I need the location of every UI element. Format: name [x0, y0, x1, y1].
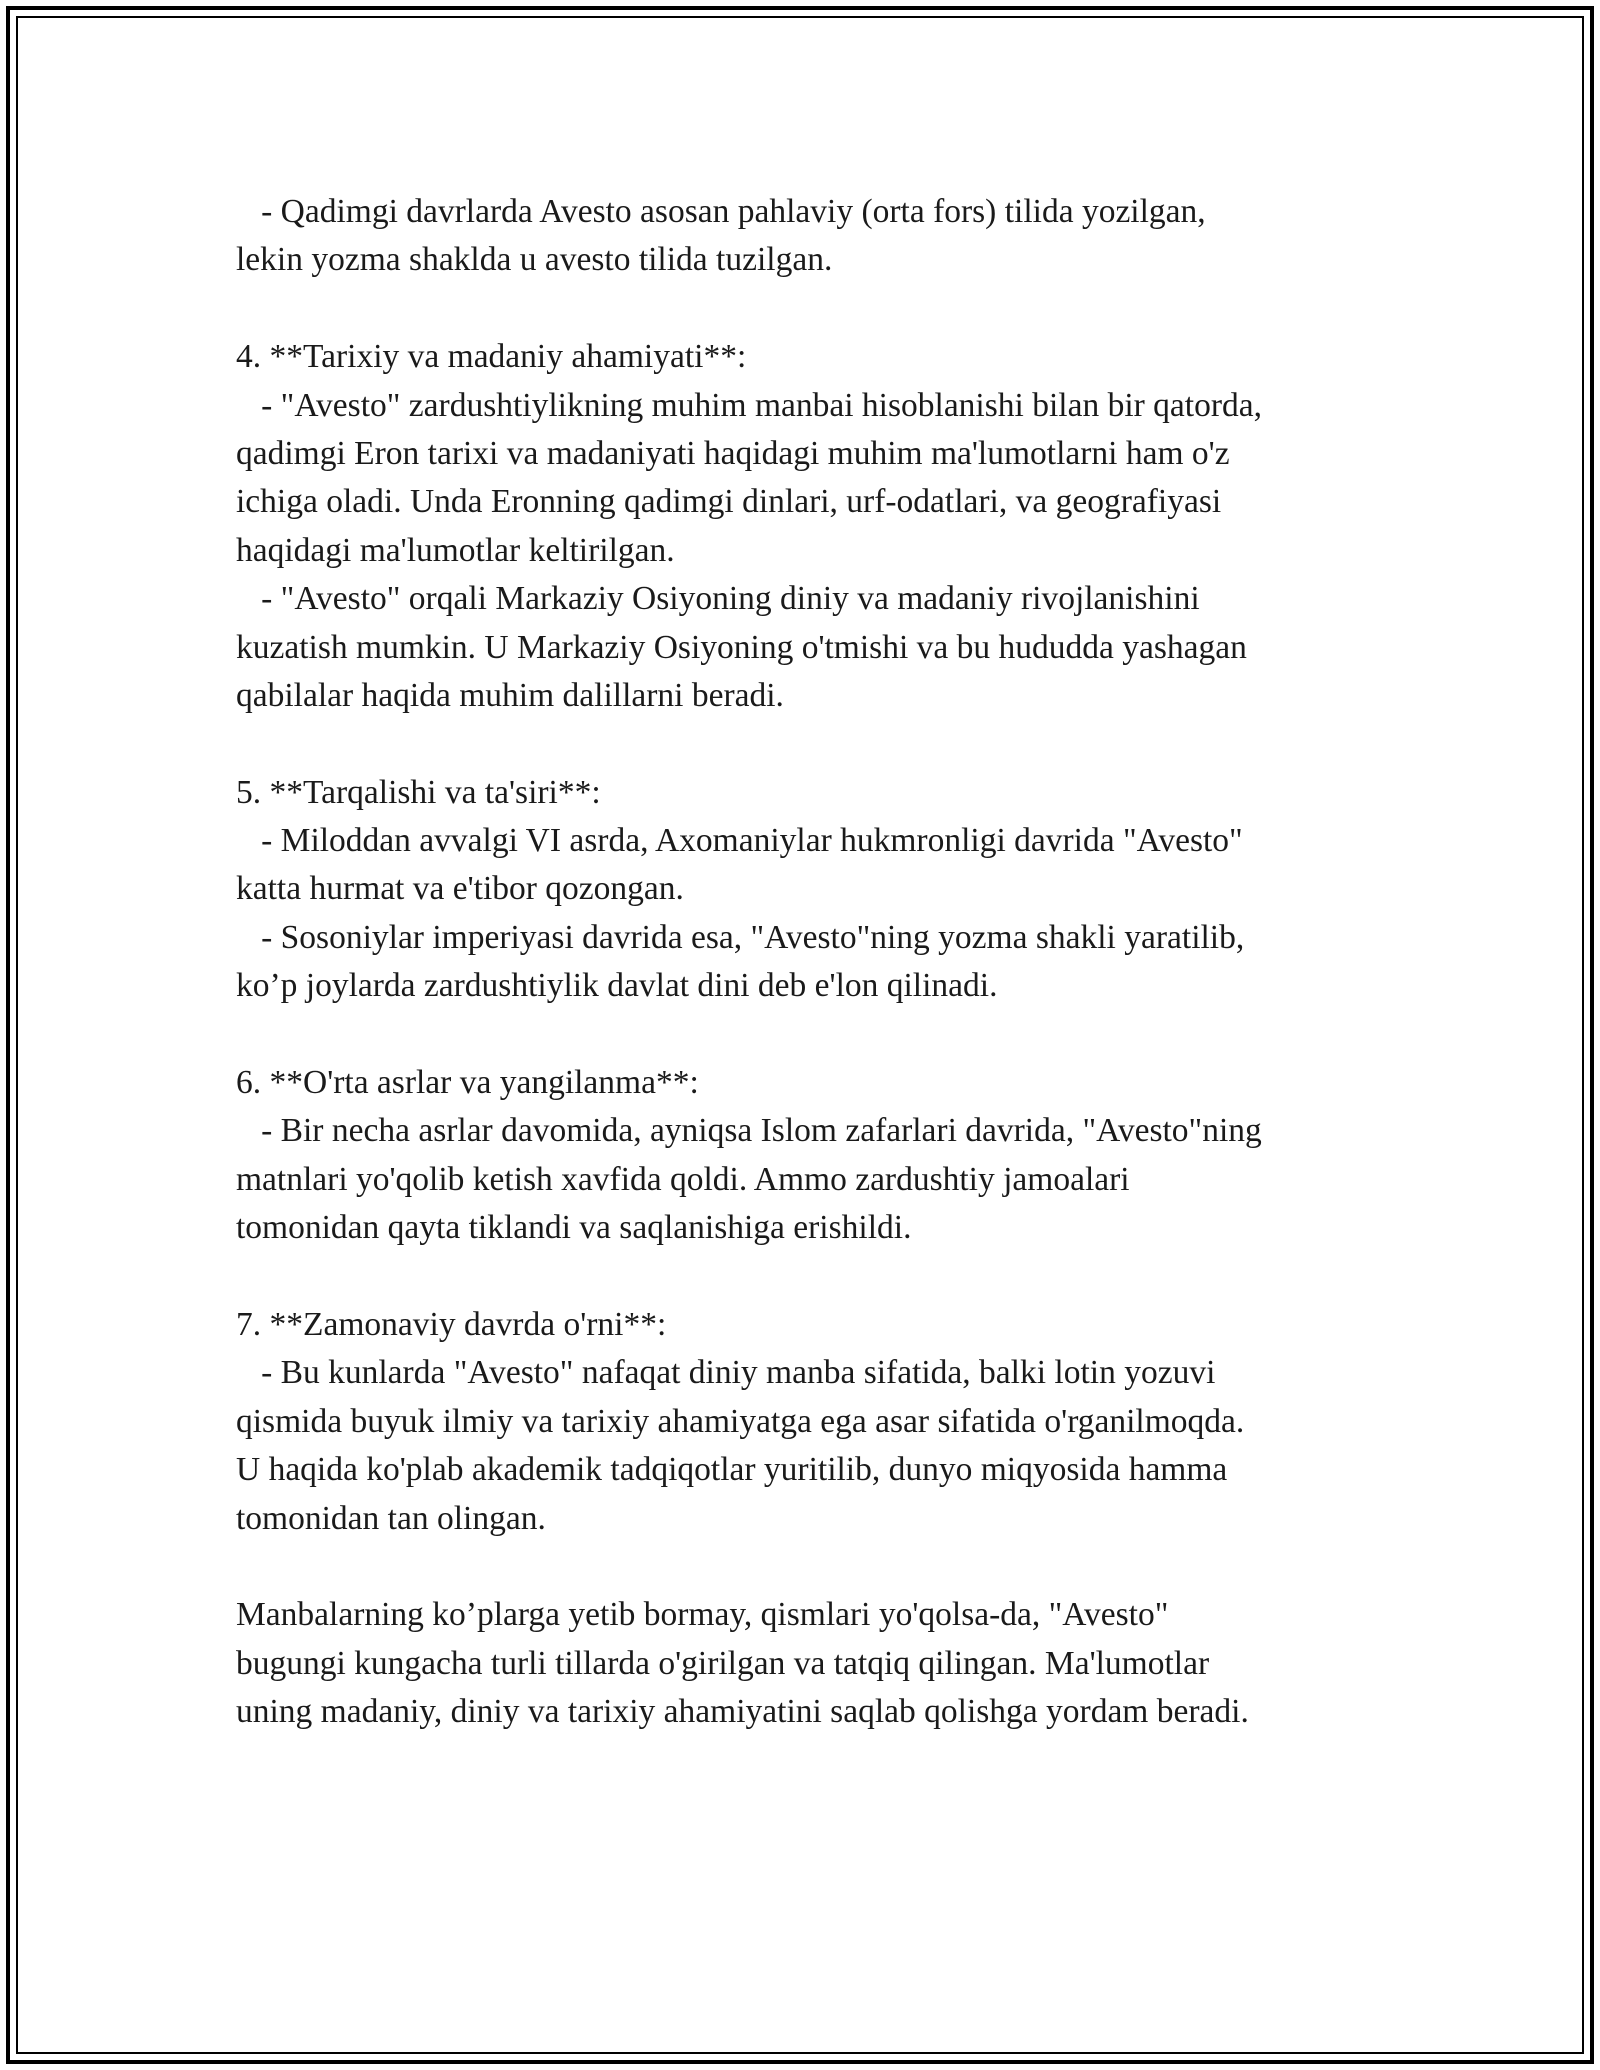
paragraph-spacer [236, 720, 1396, 768]
text-line: lekin yozma shaklda u avesto tilida tuzilgan. [236, 241, 833, 279]
text-line: U haqida ko'plab akademik tadqiqotlar yuritilib, dunyo miqyosida hamma [236, 1451, 1228, 1489]
text-line: matnlari yo'qolib ketish xavfida qoldi. Ammo zardushtiy jamoalari [236, 1160, 1130, 1198]
text-line: - "Avesto" zardushtiylikning muhim manbai hisoblanishi bilan bir qatorda, [236, 386, 1262, 424]
text-line: ko’p joylarda zardushtiylik davlat dini deb e'lon qilinadi. [236, 967, 998, 1005]
text-line: haqidagi ma'lumotlar keltirilgan. [236, 531, 675, 569]
text-line: qismida buyuk ilmiy va tarixiy ahamiyatga ega asar sifatida o'rganilmoqda. [236, 1402, 1245, 1440]
section-5 [236, 769, 1396, 1011]
section-7 [236, 1301, 1396, 1543]
section-4 [236, 333, 1396, 720]
text-line: - Sosoniylar imperiyasi davrida esa, "Avesto"ning yozma shakli yaratilib, [236, 918, 1245, 956]
text-line: qabilalar haqida muhim dalillarni beradi. [236, 676, 784, 714]
text-line: kuzatish mumkin. U Markaziy Osiyoning o'tmishi va bu hududda yashagan [236, 628, 1247, 666]
text-line: 4. **Tarixiy va madaniy ahamiyati**: [236, 338, 747, 376]
text-line: katta hurmat va e'tibor qozongan. [236, 870, 684, 908]
text-line: bugungi kungacha turli tillarda o'girilgan va tatqiq qilingan. Ma'lumotlar [236, 1644, 1210, 1682]
text-line: - Bu kunlarda "Avesto" nafaqat diniy manba sifatida, balki lotin yozuvi [236, 1354, 1216, 1392]
document-body [236, 188, 1396, 1737]
text-line: - Bir necha asrlar davomida, ayniqsa Islom zafarlari davrida, "Avesto"ning [236, 1112, 1262, 1150]
text-line: Manbalarning ko’plarga yetib bormay, qismlari yo'qolsa-da, "Avesto" [236, 1596, 1169, 1634]
text-line: qadimgi Eron tarixi va madaniyati haqidagi muhim ma'lumotlarni ham o'z [236, 434, 1230, 472]
text-line: 5. **Tarqalishi va ta'siri**: [236, 773, 601, 811]
section-6 [236, 1059, 1396, 1253]
text-line: - "Avesto" orqali Markaziy Osiyoning diniy va madaniy rivojlanishini [236, 580, 1200, 618]
paragraph-spacer [236, 1543, 1396, 1591]
intro-bullet [236, 188, 1396, 285]
text-line: 7. **Zamonaviy davrda o'rni**: [236, 1305, 667, 1343]
text-line: - Miloddan avvalgi VI asrda, Axomaniylar hukmronligi davrida "Avesto" [236, 822, 1243, 860]
text-line: - Qadimgi davrlarda Avesto asosan pahlaviy (orta fors) tilida yozilgan, [236, 193, 1206, 230]
text-line: tomonidan tan olingan. [236, 1499, 546, 1537]
paragraph-spacer [236, 285, 1396, 333]
text-line: tomonidan qayta tiklandi va saqlanishiga erishildi. [236, 1209, 912, 1247]
text-line: uning madaniy, diniy va tarixiy ahamiyatini saqlab qolishga yordam beradi. [236, 1693, 1249, 1731]
paragraph-spacer [236, 1011, 1396, 1059]
text-line: ichiga oladi. Unda Eronning qadimgi dinlari, urf-odatlari, va geografiyasi [236, 483, 1222, 521]
conclusion [236, 1591, 1396, 1736]
text-line: 6. **O'rta asrlar va yangilanma**: [236, 1064, 699, 1102]
paragraph-spacer [236, 1253, 1396, 1301]
